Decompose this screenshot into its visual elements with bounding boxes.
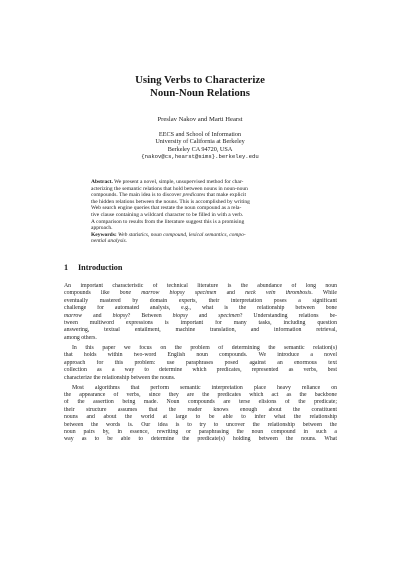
abstract-text: compounds. The main idea is to discover [91,192,183,199]
section-heading [64,263,122,273]
body-line [64,290,337,297]
body-line: eventually mastered by domain experts, their interpretation poses a significant [64,297,337,304]
affiliation-line-2: University of California at Berkeley [155,138,245,146]
abstract-line: approach. [91,225,113,232]
abstract-line [91,192,311,199]
body-text: . While [311,290,337,297]
body-text-italic: marrow [64,312,83,319]
paper-authors: Preslav Nakov and Marti Hearst [157,116,243,123]
body-text-italic: biopsy [172,312,188,319]
section-title: Introduction [78,263,123,272]
body-line: noun pairs by, in essence, rewriting or paraphrasing the noun compound in such a [64,429,337,435]
body-text: compounds like [64,290,120,297]
body-text: ? Understanding relations be- [239,312,337,319]
body-text-italic: specimen [218,312,240,319]
body-line: that holds within two-word English noun compounds. We introduce a novel [64,352,337,359]
body-text-italic: bone marrow biopsy specimen [119,290,217,297]
paper-title-line-2: Noun-Noun Relations [150,87,250,99]
abstract-line: the hidden relations between the nouns. This is accomplished by writing [91,198,250,205]
body-text: and [82,312,113,319]
body-line: tween multiword expressions is important for many tasks, including question [64,320,337,326]
body-line: characterize the relationship between the nouns. [64,374,176,381]
body-line: In this paper we focus on the problem of determining the semantic relation(s) [72,345,337,351]
body-line: between the words is. Our idea is to try to uncover the relationship between the [64,421,337,428]
abstract-line: A comparison to results from the literature suggest this is a promising [91,218,245,225]
body-text-italic: neck vein thrombosis [245,290,312,297]
keywords-line: nential analysis. [91,238,128,245]
body-line: nouns and about the world at large to be able to infer what the relationship [64,414,337,421]
abstract-line [91,179,311,186]
abstract-line: Web search engine queries that restate the noun compound as a rela- [91,205,242,212]
abstract-text: that make explicit [205,192,247,199]
body-line: way as to be able to determine the predicate(s) holding between the nouns. What [64,436,337,443]
paper-title-line-1: Using Verbs to Characterize [135,74,265,86]
body-line [64,313,337,320]
body-text: and [216,290,246,297]
body-line: Most algorithms that perform semantic interpretation place heavy reliance on [72,384,337,391]
section-number: 1 [64,263,69,272]
keywords-line [91,232,311,239]
body-line: of the assertion being made. Noun compounds are terse elisions of the predicate; [64,399,337,406]
keywords-text: Web statistics, noun compound, lexical semantics, compo- [116,231,246,238]
body-text: and [187,312,219,319]
body-line: their structure assumes that the reader knows enough about the constituent [64,406,337,413]
body-line: approach for this problem: use paraphrases posed against an enormous text [64,359,337,366]
body-line: challenge for automated analysis, e.g., what is the relationship between bone [64,305,337,312]
body-line: among others. [64,334,97,341]
abstract-text-italic: predicates [182,192,206,199]
abstract-text: We present a novel, simple, unsupervised method for char- [112,179,244,185]
body-line: the appearance of verbs, since they are the predicates which act as the backbone [64,392,337,398]
keywords-label: Keywords: [91,231,117,238]
body-line: answering, textual entailment, machine translation, and information retrieval, [64,327,337,334]
affiliation-line-3: Berkeley CA 94720, USA [167,145,233,153]
affiliation-line-1: EECS and School of Information [158,131,242,138]
body-line: collection as a way to determine which predicates, represented as verbs, best [64,367,337,374]
author-email: {nakov@cs,hearst@sims}.berkeley.edu [141,153,259,160]
abstract-label: Abstract. [91,179,113,185]
body-text: ? Between [127,312,173,319]
abstract-line: tive clause containing a wildcard character to be filled in with a verb. [91,212,244,218]
body-line: An important characteristic of technical literature is the abundance of long noun [64,283,337,289]
abstract-line: acterizing the semantic relations that hold between nouns in noun-noun [91,185,248,192]
body-text-italic: biopsy [112,312,128,319]
